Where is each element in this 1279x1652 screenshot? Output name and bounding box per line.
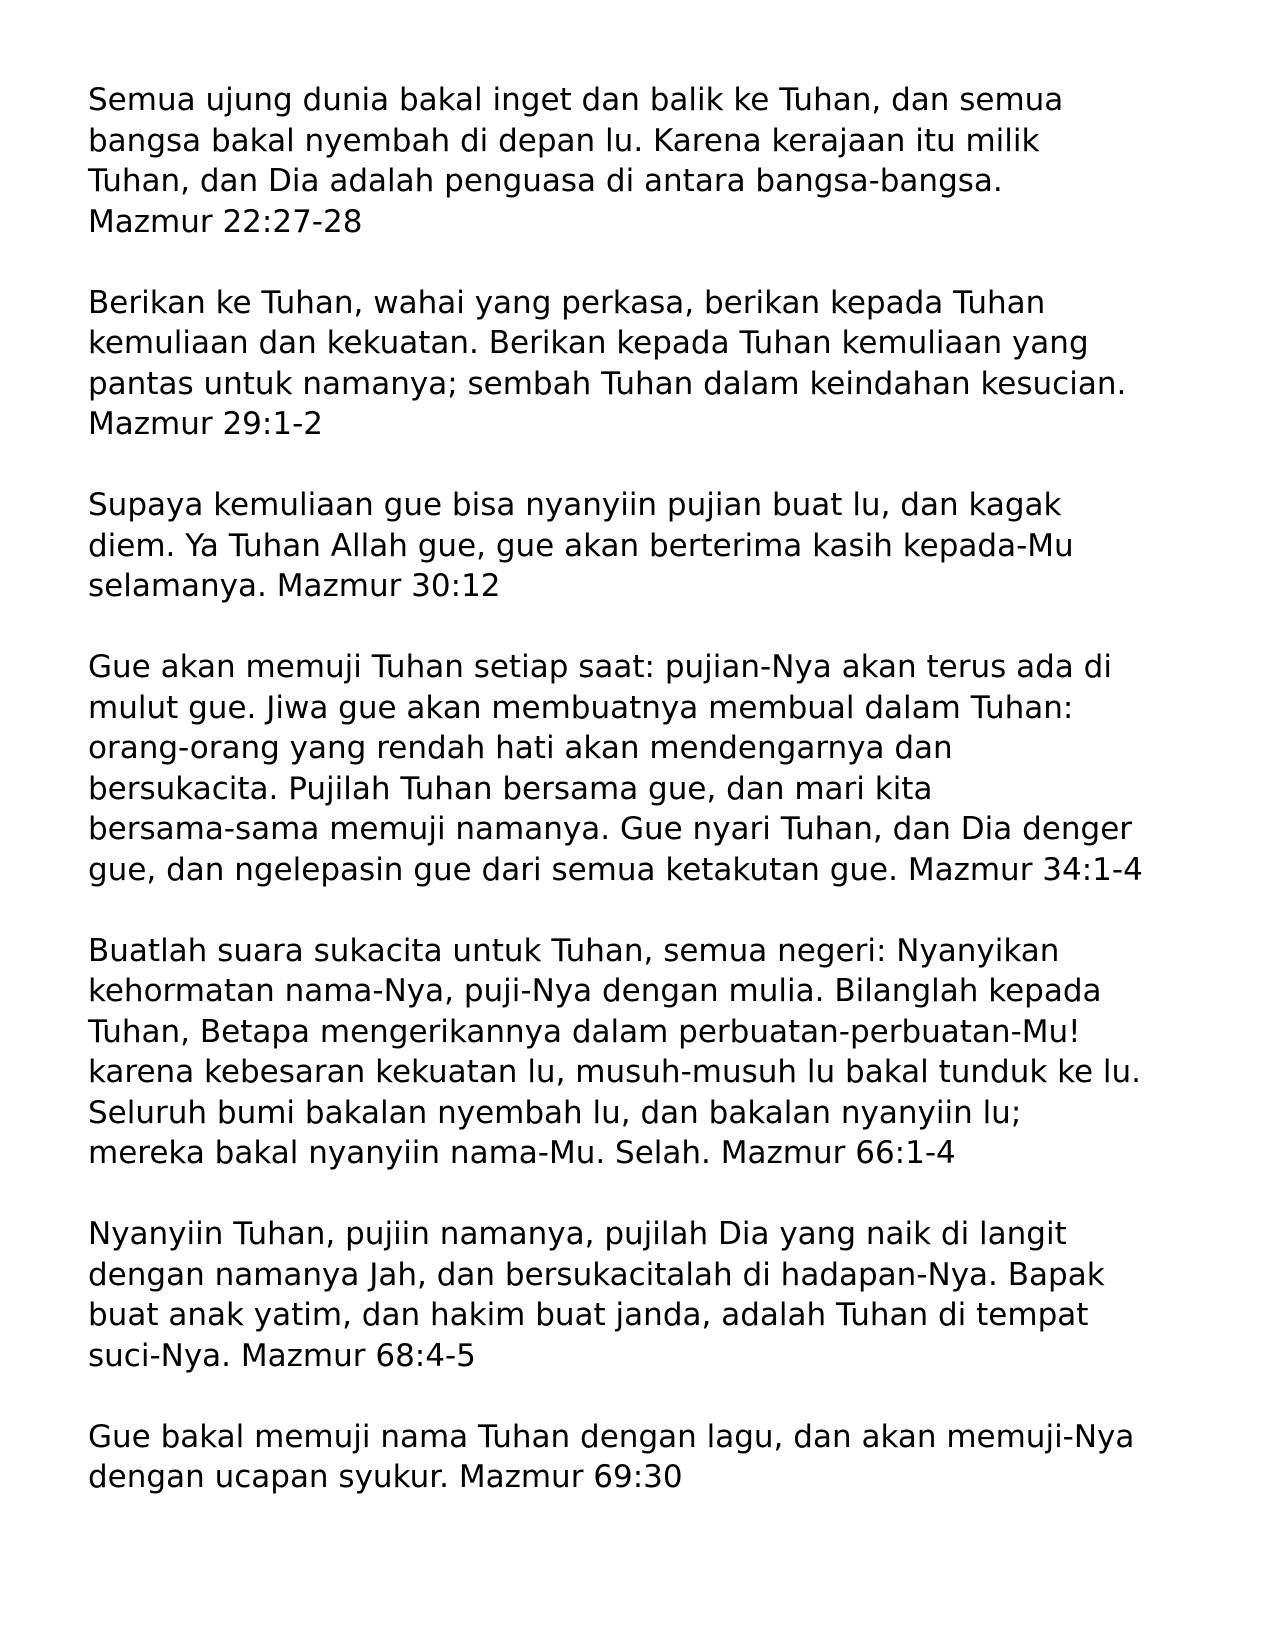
text-line: Gue akan memuji Tuhan setiap saat: pujian-Nya akan terus ada di: [88, 649, 1112, 685]
text-line: Mazmur 29:1-2: [88, 406, 323, 442]
text-line: suci-Nya. Mazmur 68:4-5: [88, 1337, 476, 1374]
paragraph-mazmur-69: [88, 1417, 1208, 1498]
text-line: bangsa bakal nyembah di depan lu. Karena kerajaan itu milik: [88, 122, 1040, 159]
text-line: mereka bakal nyanyiin nama-Mu. Selah. Mazmur 66:1-4: [88, 1135, 956, 1171]
text-line: Gue bakal memuji nama Tuhan dengan lagu, dan akan memuji-Nya: [88, 1418, 1135, 1455]
text-line: buat anak yatim, dan hakim buat janda, adalah Tuhan di tempat: [88, 1297, 1089, 1333]
text-line: kehormatan nama-Nya, puji-Nya dengan mulia. Bilanglah kepada: [88, 973, 1102, 1009]
text-line: bersama-sama memuji namanya. Gue nyari Tuhan, dan Dia denger: [88, 811, 1133, 847]
text-line: Berikan ke Tuhan, wahai yang perkasa, berikan kepada Tuhan: [88, 284, 1046, 321]
text-line: dengan ucapan syukur. Mazmur 69:30: [88, 1459, 683, 1495]
text-line: pantas untuk namanya; sembah Tuhan dalam keindahan kesucian.: [88, 365, 1127, 402]
text-line: Supaya kemuliaan gue bisa nyanyiin pujian buat lu, dan kagak: [88, 487, 1062, 523]
paragraph-mazmur-29: [88, 283, 1208, 445]
text-line: diem. Ya Tuhan Allah gue, gue akan berterima kasih kepada-Mu: [88, 527, 1074, 564]
text-line: Mazmur 22:27-28: [88, 203, 363, 240]
text-line: Seluruh bumi bakalan nyembah lu, dan bakalan nyanyiin lu;: [88, 1094, 1022, 1131]
text-line: kemuliaan dan kekuatan. Berikan kepada Tuhan kemuliaan yang: [88, 325, 1089, 361]
text-line: mulut gue. Jiwa gue akan membuatnya membual dalam Tuhan:: [88, 689, 1074, 726]
text-line: Buatlah suara sukacita untuk Tuhan, semua negeri: Nyanyikan: [88, 932, 1060, 969]
text-line: Tuhan, Betapa mengerikannya dalam perbuatan-perbuatan-Mu!: [88, 1013, 1081, 1050]
text-line: Semua ujung dunia bakal inget dan balik ke Tuhan, dan semua: [88, 82, 1064, 118]
text-line: Tuhan, dan Dia adalah penguasa di antara bangsa-bangsa.: [88, 163, 1003, 199]
document-body: [88, 80, 1208, 1538]
text-line: bersukacita. Pujilah Tuhan bersama gue, dan mari kita: [88, 770, 933, 807]
paragraph-mazmur-22: [88, 80, 1208, 242]
text-line: Nyanyiin Tuhan, pujiin namanya, pujilah Dia yang naik di langit: [88, 1216, 1067, 1252]
paragraph-mazmur-66: [88, 931, 1208, 1174]
text-line: selamanya. Mazmur 30:12: [88, 568, 501, 604]
paragraph-mazmur-34: [88, 647, 1208, 890]
paragraph-mazmur-30: [88, 485, 1208, 607]
text-line: karena kebesaran kekuatan lu, musuh-musuh lu bakal tunduk ke lu.: [88, 1054, 1142, 1090]
text-line: gue, dan ngelepasin gue dari semua ketakutan gue. Mazmur 34:1-4: [88, 851, 1143, 888]
paragraph-mazmur-68: [88, 1214, 1208, 1376]
text-line: dengan namanya Jah, dan bersukacitalah di hadapan-Nya. Bapak: [88, 1256, 1105, 1293]
text-line: orang-orang yang rendah hati akan mendengarnya dan: [88, 730, 953, 766]
